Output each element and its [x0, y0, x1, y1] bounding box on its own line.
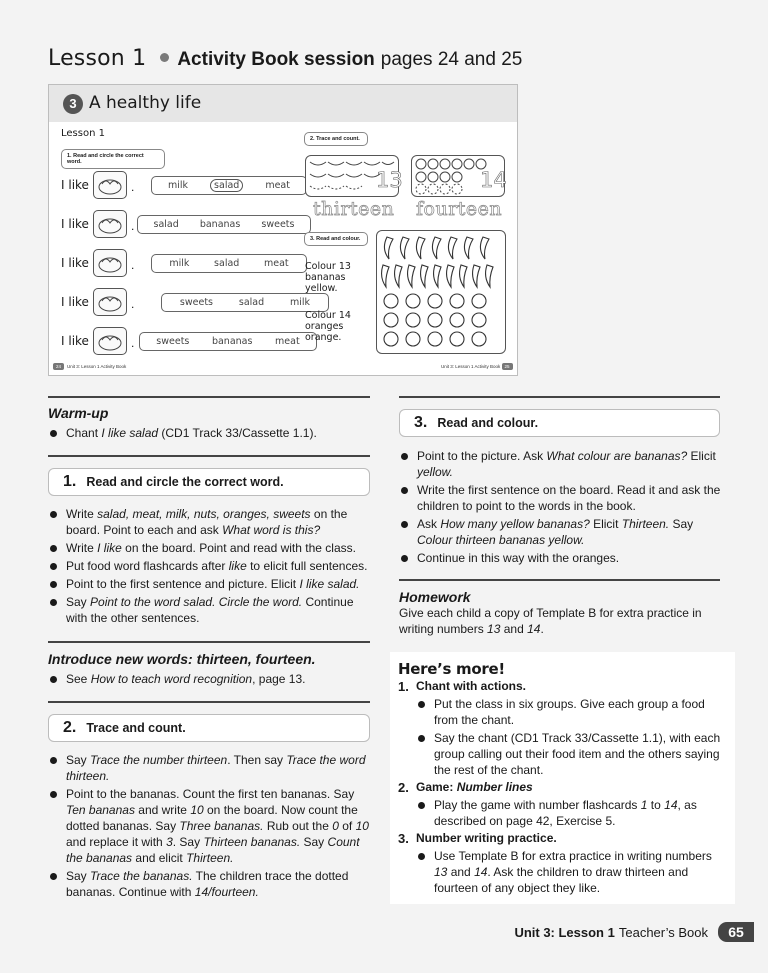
unit-banner: [49, 85, 517, 122]
ab-i-like: I like: [61, 178, 89, 192]
act3-list: [399, 448, 723, 568]
ab-footer-left-text: Unit 3: Lesson 1 Activity Book: [67, 364, 127, 369]
ab-word-option: meat: [265, 180, 290, 191]
more-section-title: [398, 780, 727, 795]
ab-word-options: [161, 293, 329, 312]
warmup-section: [48, 405, 370, 443]
more-section-title: [398, 679, 727, 694]
unit-title: A healthy life: [89, 93, 202, 113]
act1-item: Put food word flashcards after like to elicit full sentences.: [48, 558, 372, 574]
more-item: Play the game with number flashcards 1 to 14, as described on page 42, Exercise 5.: [416, 797, 727, 829]
homework-title: Homework: [399, 589, 471, 605]
ab-task2-label: 2. Trace and count.: [304, 132, 368, 146]
ab-i-like: I like: [61, 217, 89, 231]
page-footer: [514, 922, 754, 942]
act3-item: Continue in this way with the oranges.: [399, 550, 723, 566]
colour-bananas-instruction: Colour 13 bananas yellow.: [305, 261, 351, 294]
ab-word-option: salad: [214, 258, 240, 269]
more-section-title: [398, 831, 727, 846]
act1-list: [48, 506, 372, 628]
more-section-number: 2.: [398, 780, 409, 795]
act1-title: Read and circle the correct word.: [86, 475, 284, 489]
header-bullet-icon: [160, 53, 169, 62]
page-header: [48, 46, 728, 78]
milk-icon: [93, 288, 127, 316]
act2-item: Say Trace the number thirteen. Then say Trace the word thirteen.: [48, 752, 372, 784]
act2-rule: [48, 701, 370, 703]
ab-footer-right: [441, 363, 516, 370]
homework-section: [399, 589, 723, 637]
ab-full-stop: .: [131, 336, 135, 350]
ab-word-option: meat: [275, 336, 300, 347]
ab-word-option: sweets: [156, 336, 190, 347]
heres-more-list: [398, 679, 727, 896]
unit-number-badge: 3: [63, 94, 83, 114]
act1-number: 1.: [63, 473, 77, 490]
act2-item: Say Trace the bananas. The children trace the dotted bananas. Continue with 14/fourteen.: [48, 868, 372, 900]
act3-number: 3.: [414, 414, 428, 431]
introduce-rule: [48, 641, 370, 643]
ab-task3-label: 3. Read and colour.: [304, 232, 368, 246]
ab-lesson-label: Lesson 1: [61, 128, 105, 139]
ab-word-options: [137, 215, 311, 234]
more-item: Put the class in six groups. Give each group a food from the chant.: [416, 696, 727, 728]
colour-oranges-instruction: Colour 14 oranges orange.: [305, 310, 351, 343]
ab-full-stop: .: [131, 258, 135, 272]
lesson-label: Lesson 1: [48, 46, 147, 71]
warmup-rule: [48, 396, 370, 398]
introduce-title: Introduce new words: thirteen, fourteen.: [48, 651, 316, 667]
more-section-number: 3.: [398, 831, 409, 846]
ab-word-option: salad: [210, 179, 243, 192]
act2-bar: [48, 714, 370, 742]
ab-i-like: I like: [61, 295, 89, 309]
oranges-trace-box: [411, 155, 505, 197]
ab-i-like: I like: [61, 334, 89, 348]
meat-icon: [93, 249, 127, 277]
ab-word-option: meat: [263, 258, 289, 269]
act3-item: Point to the picture. Ask What colour are bananas? Elicit yellow.: [399, 448, 723, 480]
ab-word-option: milk: [290, 297, 311, 308]
introduce-item: See How to teach word recognition, page 13.: [48, 671, 372, 687]
act1-rule: [48, 455, 370, 457]
pages-label: pages 24 and 25: [380, 49, 523, 70]
act2-item: Point to the bananas. Count the first ten bananas. Say Ten bananas and write 10 on the board. Now count the dotted bananas. Say Three bananas. Rub out the 0 of 10 and replace it with 3. Say Thirteen bananas. Say Count the bananas and elicit Thirteen.: [48, 786, 372, 866]
ab-word-option: salad: [238, 297, 265, 308]
more-item: Use Template B for extra practice in writing numbers 13 and 14. Ask the children to draw thirteen and fourteen of any object they like.: [416, 848, 727, 896]
act3-item: Write the first sentence on the board. Read it and ask the children to point to the words in the book.: [399, 482, 723, 514]
introduce-section: [48, 651, 372, 689]
ab-word-options: [151, 176, 307, 195]
heres-more-box: [390, 652, 735, 904]
footer-unit: Unit 3: Lesson 1: [514, 924, 615, 940]
number-14-trace: 14: [480, 168, 507, 192]
page-number: 65: [718, 922, 754, 942]
act1-item: Say Point to the word salad. Circle the word. Continue with the other sentences.: [48, 594, 372, 626]
bananas-trace-box: [305, 155, 403, 197]
act2-list: [48, 752, 372, 902]
act1-item: Write salad, meat, milk, nuts, oranges, sweets on the board. Point to each and ask What word is this?: [48, 506, 372, 538]
ab-word-option: milk: [168, 180, 189, 191]
act1-bar: [48, 468, 370, 496]
more-section-number: 1.: [398, 679, 409, 694]
warmup-item: Chant I like salad (CD1 Track 33/Cassette 1.1).: [48, 425, 370, 441]
act3-rule: [399, 396, 720, 398]
ab-task1-label: 1. Read and circle the correct word.: [61, 149, 165, 169]
ab-sentence-row: [61, 170, 321, 200]
more-section-label: Number writing practice.: [416, 831, 557, 845]
activity-book-title: Activity Book session: [177, 49, 375, 70]
sweets-icon: [93, 210, 127, 238]
ab-full-stop: .: [131, 297, 135, 311]
salad-icon: [93, 171, 127, 199]
word-fourteen-trace: fourteen: [416, 198, 503, 220]
act2-number: 2.: [63, 719, 77, 736]
ab-word-option: bananas: [199, 219, 241, 230]
bananas-icon: [93, 327, 127, 355]
bananas-oranges-picture-icon: [377, 231, 505, 353]
ab-word-option: sweets: [179, 297, 214, 308]
ab-full-stop: .: [131, 180, 135, 194]
more-section-label: Chant with actions.: [416, 679, 527, 693]
word-thirteen-trace: thirteen: [313, 198, 395, 220]
more-item: Say the chant (CD1 Track 33/Cassette 1.1), with each group calling out their food item and the others saying the rest of the chant.: [416, 730, 727, 778]
number-13-trace: 13: [376, 168, 403, 192]
warmup-title: Warm-up: [48, 405, 109, 421]
homework-text: Give each child a copy of Template B for extra practice in writing numbers 13 and 14.: [399, 606, 702, 636]
footer-book: Teacher’s Book: [618, 924, 708, 940]
ab-page-right: 25: [502, 363, 513, 370]
ab-sentence-row: [61, 326, 321, 356]
ab-sentence-row: [61, 248, 321, 278]
warmup-list: [48, 425, 370, 441]
ab-i-like: I like: [61, 256, 89, 270]
act3-item: Ask How many yellow bananas? Elicit Thirteen. Say Colour thirteen bananas yellow.: [399, 516, 723, 548]
act2-title: Trace and count.: [86, 721, 186, 735]
act1-item: Point to the first sentence and picture. Elicit I like salad.: [48, 576, 372, 592]
act1-item: Write I like on the board. Point and read with the class.: [48, 540, 372, 556]
act3-bar: [399, 409, 720, 437]
ab-sentence-row: [61, 287, 321, 317]
ab-sentence-row: [61, 209, 321, 239]
ab-footer-left: [53, 363, 126, 370]
colour-picture-box: [376, 230, 506, 354]
ab-word-option: salad: [153, 219, 179, 230]
ab-word-option: bananas: [211, 336, 253, 347]
homework-rule: [399, 579, 720, 581]
more-section-label: Game: Number lines: [416, 780, 533, 794]
ab-word-option: milk: [169, 258, 190, 269]
ab-full-stop: .: [131, 219, 135, 233]
ab-page-left: 24: [53, 363, 64, 370]
activity-book-spread: [48, 84, 518, 376]
heres-more-title: Here’s more!: [398, 660, 505, 678]
ab-word-options: [139, 332, 317, 351]
act3-title: Read and colour.: [437, 416, 539, 430]
introduce-list: [48, 671, 372, 687]
ab-word-option: sweets: [261, 219, 295, 230]
ab-footer-right-text: Unit 3: Lesson 1 Activity Book: [441, 364, 501, 369]
ab-word-options: [151, 254, 307, 273]
